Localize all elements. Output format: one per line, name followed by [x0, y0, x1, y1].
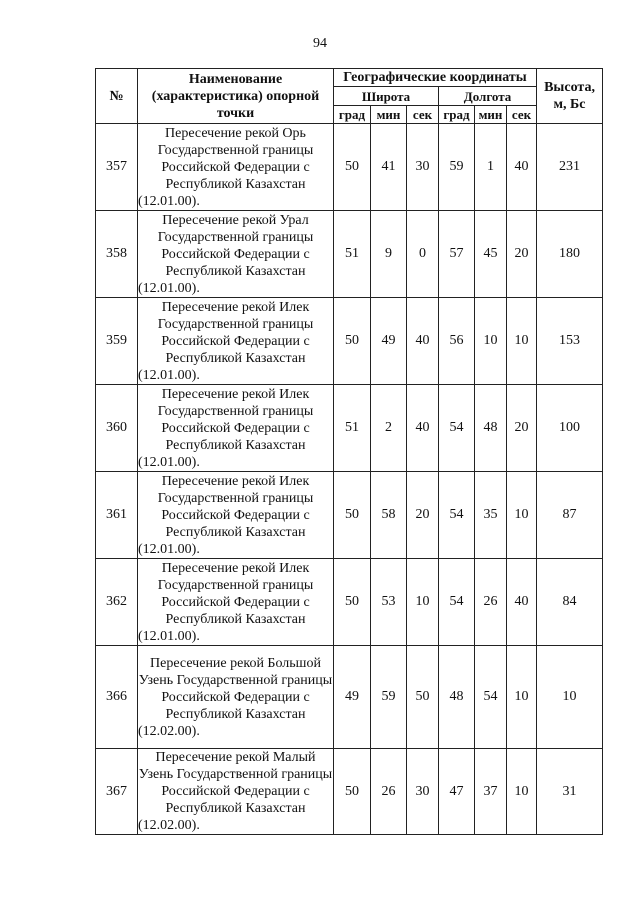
lon-deg: 57 [439, 211, 475, 298]
lat-sec: 40 [407, 298, 439, 385]
lon-min: 35 [475, 472, 507, 559]
row-number: 362 [96, 559, 138, 646]
header-lon-min: мин [475, 106, 507, 124]
table-header [96, 69, 603, 124]
lon-sec: 10 [507, 472, 537, 559]
lat-deg: 51 [334, 211, 371, 298]
lon-sec: 10 [507, 646, 537, 749]
lat-sec: 40 [407, 385, 439, 472]
lon-min: 48 [475, 385, 507, 472]
lon-deg: 54 [439, 472, 475, 559]
header-lon-sec: сек [507, 106, 537, 124]
lat-deg: 50 [334, 124, 371, 211]
table-row [96, 472, 603, 559]
lon-sec: 40 [507, 559, 537, 646]
lat-sec: 20 [407, 472, 439, 559]
header-name: Наименование (характеристика) опорной точки [138, 69, 334, 124]
lat-deg: 50 [334, 559, 371, 646]
lon-deg: 48 [439, 646, 475, 749]
table-row [96, 211, 603, 298]
height-value: 100 [537, 385, 603, 472]
lat-min: 59 [371, 646, 407, 749]
lon-min: 45 [475, 211, 507, 298]
lat-deg: 50 [334, 472, 371, 559]
header-height: Высота, м, Бс [537, 69, 603, 124]
height-value: 231 [537, 124, 603, 211]
header-latitude: Широта [334, 87, 439, 106]
header-lat-min: мин [371, 106, 407, 124]
lon-min: 26 [475, 559, 507, 646]
row-number: 359 [96, 298, 138, 385]
row-name: Пересечение рекой Большой Узень Государственной границы Российской Федерации с Республикой Казахстан (12.02.00). [138, 646, 334, 749]
lon-sec: 20 [507, 211, 537, 298]
lat-sec: 0 [407, 211, 439, 298]
height-value: 180 [537, 211, 603, 298]
header-geo-coordinates: Географические координаты [334, 69, 537, 87]
lat-min: 49 [371, 298, 407, 385]
lat-min: 26 [371, 749, 407, 835]
lon-sec: 40 [507, 124, 537, 211]
lon-deg: 54 [439, 559, 475, 646]
row-name: Пересечение рекой Илек Государственной границы Российской Федерации с Республикой Казахстан (12.01.00). [138, 298, 334, 385]
lat-min: 53 [371, 559, 407, 646]
lon-min: 37 [475, 749, 507, 835]
table-row [96, 646, 603, 749]
header-lat-sec: сек [407, 106, 439, 124]
height-value: 84 [537, 559, 603, 646]
row-number: 357 [96, 124, 138, 211]
lat-min: 9 [371, 211, 407, 298]
header-longitude: Долгота [439, 87, 537, 106]
row-name: Пересечение рекой Урал Государственной границы Российской Федерации с Республикой Казахстан (12.01.00). [138, 211, 334, 298]
lon-deg: 47 [439, 749, 475, 835]
lat-min: 2 [371, 385, 407, 472]
lon-sec: 20 [507, 385, 537, 472]
lat-min: 41 [371, 124, 407, 211]
row-number: 358 [96, 211, 138, 298]
header-number: № [96, 69, 138, 124]
lat-deg: 49 [334, 646, 371, 749]
lon-deg: 54 [439, 385, 475, 472]
lon-sec: 10 [507, 298, 537, 385]
lat-sec: 10 [407, 559, 439, 646]
table-body [96, 124, 603, 835]
row-number: 361 [96, 472, 138, 559]
lon-deg: 56 [439, 298, 475, 385]
row-number: 366 [96, 646, 138, 749]
lon-min: 1 [475, 124, 507, 211]
table-row [96, 749, 603, 835]
height-value: 87 [537, 472, 603, 559]
lon-sec: 10 [507, 749, 537, 835]
table-row [96, 298, 603, 385]
row-name: Пересечение рекой Малый Узень Государственной границы Российской Федерации с Республикой Казахстан (12.02.00). [138, 750, 333, 833]
row-name: Пересечение рекой Илек Государственной границы Российской Федерации с Республикой Казахстан (12.01.00). [138, 472, 334, 559]
table-row [96, 559, 603, 646]
lat-min: 58 [371, 472, 407, 559]
row-name: Пересечение рекой Илек Государственной границы Российской Федерации с Республикой Казахстан (12.01.00). [138, 385, 334, 472]
lat-sec: 30 [407, 749, 439, 835]
height-value: 31 [537, 749, 603, 835]
lon-min: 10 [475, 298, 507, 385]
lat-sec: 30 [407, 124, 439, 211]
coordinates-table [95, 68, 603, 835]
lon-deg: 59 [439, 124, 475, 211]
table-row [96, 385, 603, 472]
row-number: 367 [96, 749, 138, 835]
lat-deg: 50 [334, 749, 371, 835]
height-value: 153 [537, 298, 603, 385]
row-name: Пересечение рекой Илек Государственной границы Российской Федерации с Республикой Казахстан (12.01.00). [138, 559, 334, 646]
table-row [96, 124, 603, 211]
lat-deg: 50 [334, 298, 371, 385]
page-number: 94 [313, 36, 327, 51]
header-lat-deg: град [334, 106, 371, 124]
lon-min: 54 [475, 646, 507, 749]
row-number: 360 [96, 385, 138, 472]
header-lon-deg: град [439, 106, 475, 124]
lat-deg: 51 [334, 385, 371, 472]
row-name: Пересечение рекой Орь Государственной границы Российской Федерации с Республикой Казахстан (12.01.00). [138, 124, 334, 211]
lat-sec: 50 [407, 646, 439, 749]
height-value: 10 [537, 646, 603, 749]
